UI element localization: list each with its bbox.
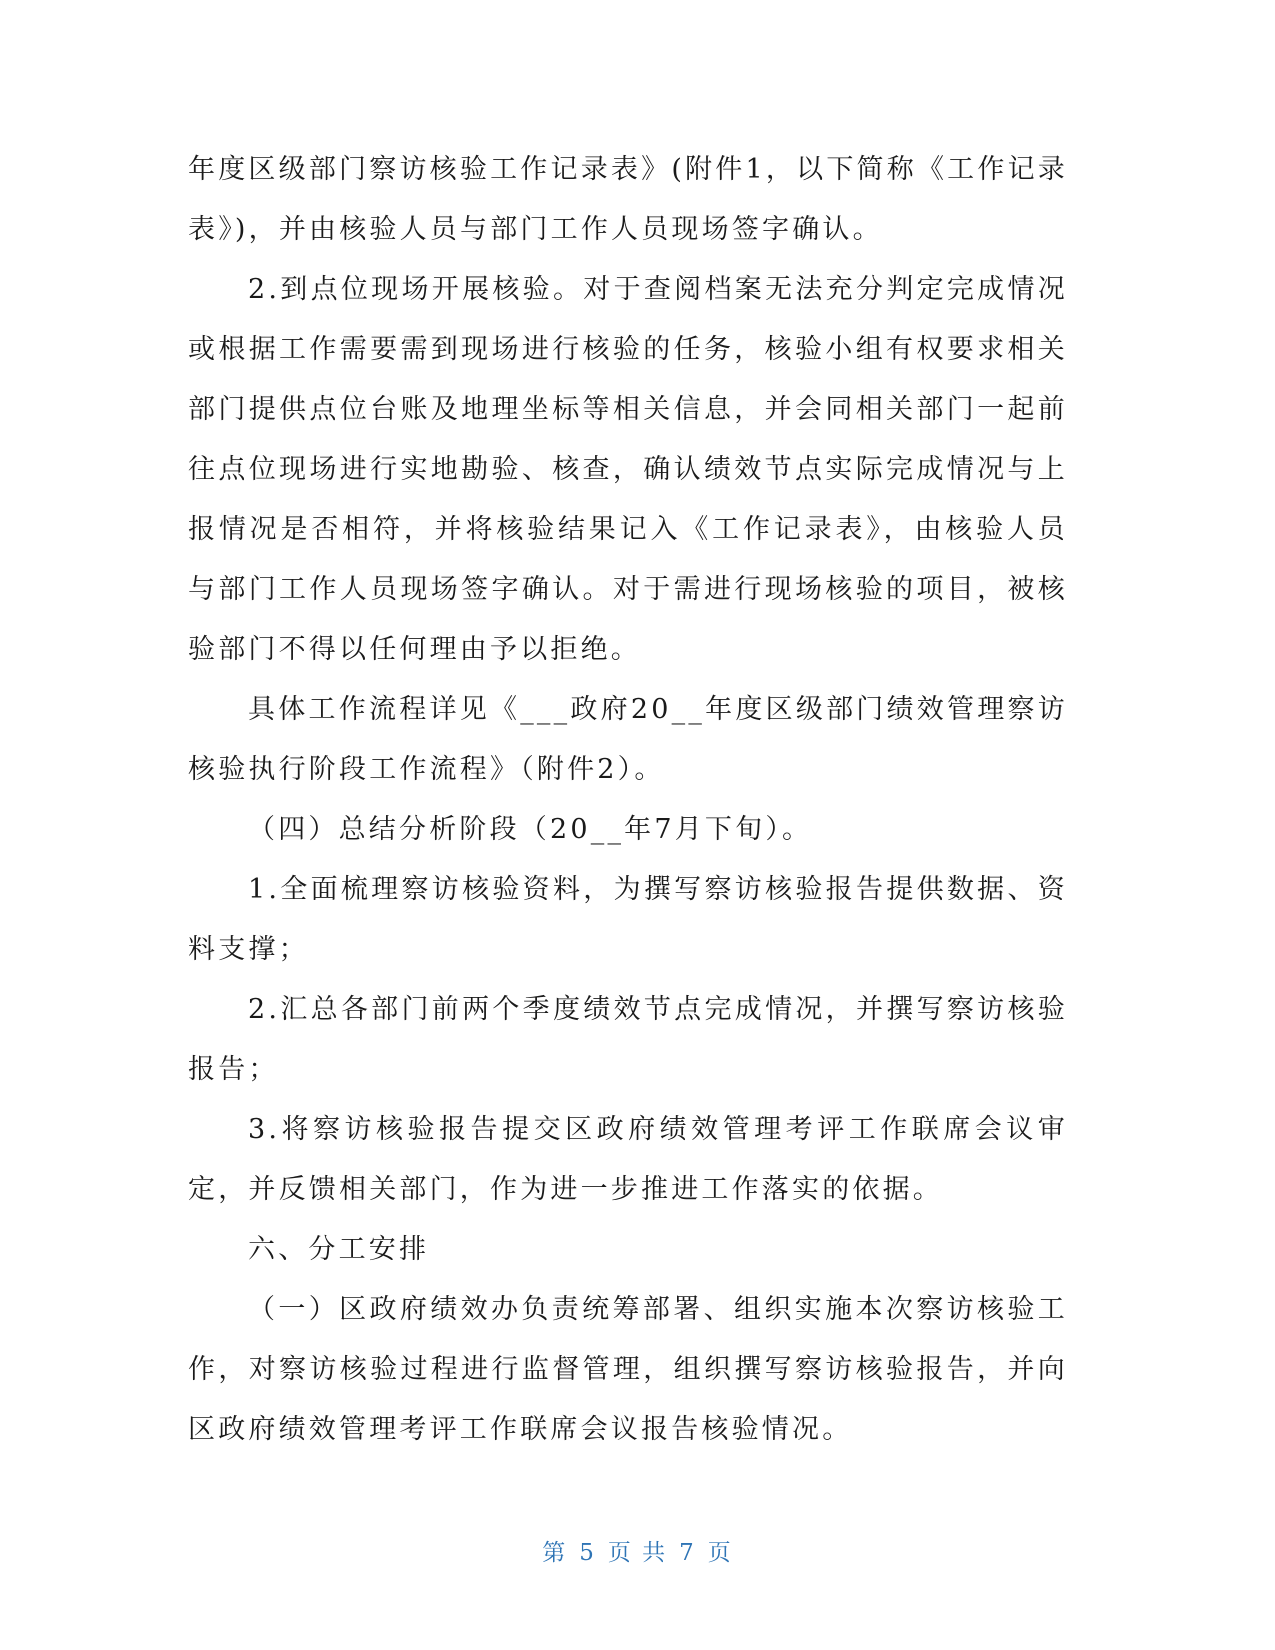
document-body — [188, 140, 1068, 1460]
page-footer — [0, 1534, 1275, 1567]
paragraph-continuation: 年度区级部门察访核验工作记录表》(附件1，以下简称《工作记录表》)，并由核验人员与部门工作人员现场签字确认。 — [188, 154, 1068, 245]
paragraph-workflow-reference: 具体工作流程详见《___政府20__年度区级部门绩效管理察访核验执行阶段工作流程》（附件2）。 — [188, 694, 1068, 785]
footer-middle: 页 共 — [607, 1540, 668, 1566]
footer-current-page: 5 — [579, 1540, 596, 1566]
section-heading-division-of-labor: 六、分工安排 — [248, 1234, 430, 1265]
footer-prefix: 第 — [542, 1540, 568, 1566]
section-heading-summary-phase: （四）总结分析阶段（20__年7月下旬）。 — [248, 814, 813, 845]
footer-total-pages: 7 — [679, 1540, 696, 1566]
footer-suffix: 页 — [707, 1540, 733, 1566]
list-item-3: 3.将察访核验报告提交区政府绩效管理考评工作联席会议审定，并反馈相关部门，作为进一步推进工作落实的依据。 — [188, 1114, 1068, 1205]
paragraph-onsite-verification: 2.到点位现场开展核验。对于查阅档案无法充分判定完成情况或根据工作需要需到现场进行核验的任务，核验小组有权要求相关部门提供点位台账及地理坐标等相关信息，并会同相关部门一起前往点位现场进行实地勘验、核查，确认绩效节点实际完成情况与上报情况是否相符，并将核验结果记入《工作记录表》，由核验人员与部门工作人员现场签字确认。对于需进行现场核验的项目，被核验部门不得以任何理由予以拒绝。 — [188, 274, 1068, 665]
paragraph-performance-office: （一）区政府绩效办负责统筹部署、组织实施本次察访核验工作，对察访核验过程进行监督管理，组织撰写察访核验报告，并向区政府绩效管理考评工作联席会议报告核验情况。 — [188, 1294, 1068, 1445]
list-item-2: 2.汇总各部门前两个季度绩效节点完成情况，并撰写察访核验报告； — [188, 994, 1068, 1085]
list-item-1: 1.全面梳理察访核验资料，为撰写察访核验报告提供数据、资料支撑； — [188, 874, 1068, 965]
